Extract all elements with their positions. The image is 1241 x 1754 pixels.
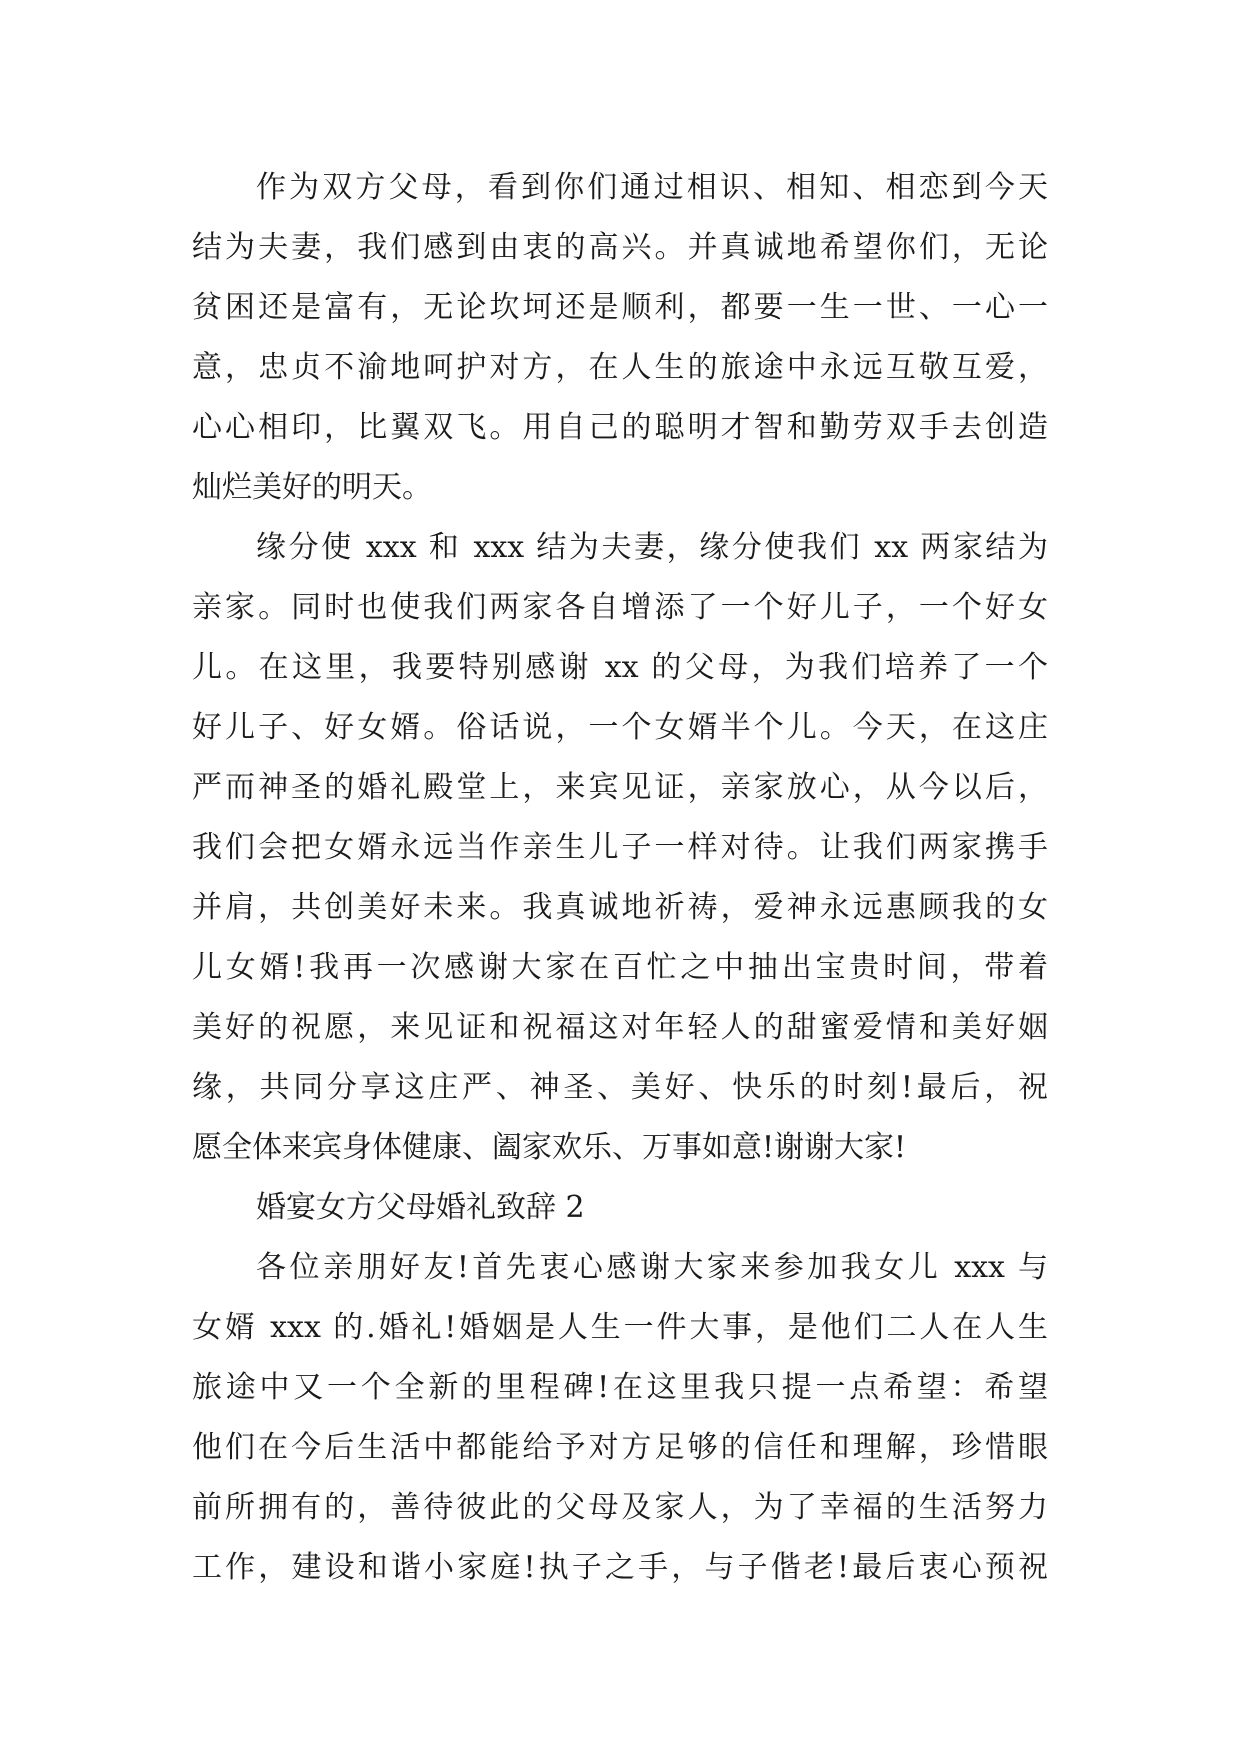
paragraph-1: [192, 158, 1048, 518]
paragraph-line: 我们会把女婿永远当作亲生儿子一样对待。让我们两家携手: [192, 830, 1048, 865]
paragraph-line: 前所拥有的，善待彼此的父母及家人，为了幸福的生活努力: [192, 1490, 1048, 1525]
paragraph-line: 各位亲朋好友!首先衷心感谢大家来参加我女儿 xxx 与: [256, 1250, 1048, 1285]
paragraph-line: 好儿子、好女婿。俗话说，一个女婿半个儿。今天，在这庄: [192, 710, 1048, 745]
paragraph-line: 并肩，共创美好未来。我真诚地祈祷，爱神永远惠顾我的女: [192, 890, 1048, 925]
paragraph-line: 灿烂美好的明天。: [192, 470, 432, 505]
paragraph-line: 意，忠贞不渝地呵护对方，在人生的旅途中永远互敬互爱，: [192, 350, 1048, 385]
paragraph-line: 心心相印，比翼双飞。用自己的聪明才智和勤劳双手去创造: [192, 410, 1048, 445]
paragraph-2: [192, 518, 1048, 1178]
paragraph-3: [192, 1238, 1048, 1598]
paragraph-line: 旅途中又一个全新的里程碑!在这里我只提一点希望：希望: [192, 1370, 1048, 1405]
paragraph-line: 美好的祝愿，来见证和祝福这对年轻人的甜蜜爱情和美好姻: [192, 1010, 1048, 1045]
paragraph-line: 女婿 xxx 的.婚礼!婚姻是人生一件大事，是他们二人在人生: [192, 1310, 1048, 1345]
paragraph-line: 愿全体来宾身体健康、阖家欢乐、万事如意!谢谢大家!: [192, 1130, 907, 1165]
paragraph-line: 亲家。同时也使我们两家各自增添了一个好儿子，一个好女: [192, 590, 1048, 625]
paragraph-line: 儿。在这里，我要特别感谢 xx 的父母，为我们培养了一个: [192, 650, 1048, 685]
paragraph-line: 作为双方父母，看到你们通过相识、相知、相恋到今天: [256, 170, 1048, 205]
paragraph-line: 他们在今后生活中都能给予对方足够的信任和理解，珍惜眼: [192, 1430, 1048, 1465]
document-body: [192, 158, 1048, 1598]
paragraph-line: 工作，建设和谐小家庭!执子之手，与子偕老!最后衷心预祝: [192, 1550, 1048, 1585]
paragraph-line: 严而神圣的婚礼殿堂上，来宾见证，亲家放心，从今以后，: [192, 770, 1048, 805]
paragraph-line: 缘分使 xxx 和 xxx 结为夫妻，缘分使我们 xx 两家结为: [256, 530, 1048, 565]
paragraph-line: 贫困还是富有，无论坎坷还是顺利，都要一生一世、一心一: [192, 290, 1048, 325]
section-heading: 婚宴女方父母婚礼致辞 2: [256, 1190, 585, 1225]
paragraph-line: 儿女婿!我再一次感谢大家在百忙之中抽出宝贵时间，带着: [192, 950, 1048, 985]
paragraph-line: 结为夫妻，我们感到由衷的高兴。并真诚地希望你们，无论: [192, 230, 1048, 265]
paragraph-line: 缘，共同分享这庄严、神圣、美好、快乐的时刻!最后，祝: [192, 1070, 1048, 1105]
